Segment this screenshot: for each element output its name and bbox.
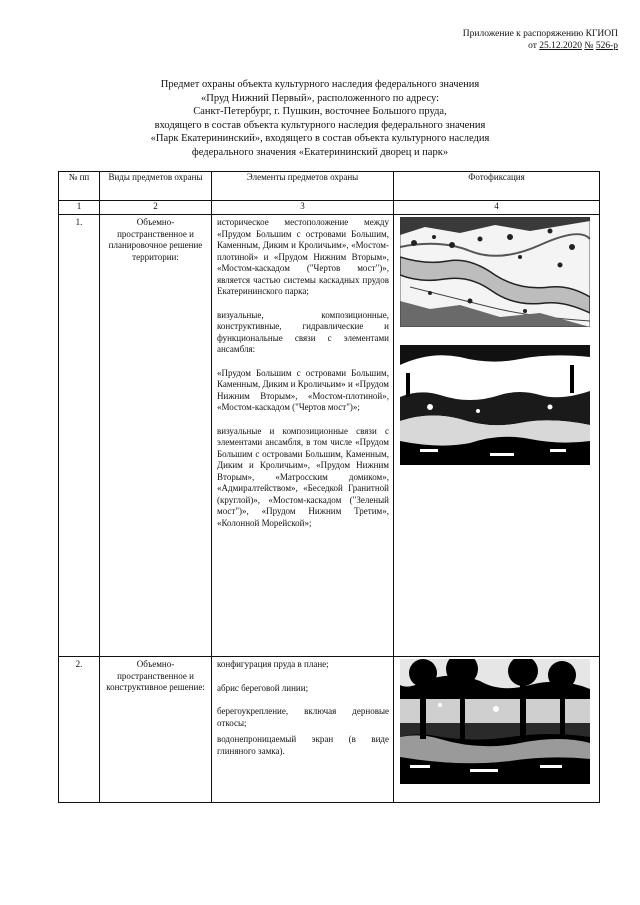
element-item: абрис береговой линии;	[217, 682, 309, 693]
column-number-row	[59, 201, 600, 215]
document-title	[60, 78, 580, 160]
element-item: визуальные, композиционные, конструктивные, гидравлические и функциональные связи с элементами ансамбля:	[217, 309, 389, 354]
row-elements	[212, 215, 394, 657]
element-item: визуальные и композиционные связи с элементами ансамбля, в том числе «Прудом Большим с островами Большим, Каменным, Диким и Кроличьим», «Прудом Нижним Вторым», «Матросским домиком», «Адмиралтейством», «Беседкой Гранитной (круглой)», «Мостом-каскадом ("Зеленый мост")», «Прудом Нижним Третим», «Колонной Морейской»;	[217, 425, 389, 528]
table-header-row	[59, 172, 600, 201]
protection-table	[58, 171, 600, 803]
row-number: 1.	[59, 215, 100, 657]
appendix-number: 526-р	[595, 41, 618, 51]
header-number: № пп	[59, 172, 100, 201]
element-item: историческое местоположение между «Прудом Большим с островами Большим, Каменным, Диким и Кроличьим», «Мостом-плотиной» и «Прудом Нижним Вторым», «Мостом-каскадом ("Чертов мост")», является частью системы каскадных прудов Екатерининского парка;	[217, 217, 389, 296]
column-number: 4	[394, 201, 600, 215]
row-photos	[394, 215, 600, 657]
appendix-from: от	[528, 41, 537, 51]
column-number: 1	[59, 201, 100, 215]
title-line: федерального значения «Екатерининский дворец и парк»	[191, 146, 449, 158]
element-item: берегоукрепление, включая дерновые откосы;	[217, 706, 389, 728]
title-line: Предмет охраны объекта культурного наследия федерального значения	[160, 79, 480, 90]
aerial-plan-photo	[400, 217, 590, 327]
element-item: «Прудом Большим с островами Большим, Каменным, Диким и Кроличьим» и «Прудом Нижним Вторым», «Мостом-плотиной», «Мостом-каскадом ("Чертов мост")»;	[217, 367, 389, 412]
header-photo: Фотофиксация	[394, 172, 600, 201]
title-line: «Парк Екатерининский», входящего в состав объекта культурного наследия	[150, 133, 490, 145]
column-number: 2	[100, 201, 212, 215]
pond-trees-photo	[400, 659, 590, 784]
column-number: 3	[212, 201, 394, 215]
appendix-date-line	[463, 40, 618, 52]
row-photos	[394, 657, 600, 803]
appendix-line: Приложение к распоряжению КГИОП	[462, 29, 618, 39]
appendix-number-sign: №	[584, 41, 594, 51]
element-item: водонепроницаемый экран (в виде глиняного замка).	[217, 734, 389, 756]
pond-view-photo	[400, 345, 590, 465]
title-line: Санкт-Петербург, г. Пушкин, восточнее Большого пруда,	[193, 106, 447, 118]
appendix-date: 25.12.2020	[539, 41, 582, 51]
header-elements: Элементы предметов охраны	[212, 172, 394, 201]
table-row	[59, 215, 600, 657]
row-type: Объемно-пространственное и планировочное решение территории:	[100, 215, 212, 657]
title-line: входящего в состав объекта культурного наследия федерального значения	[154, 119, 486, 131]
header-type: Виды предметов охраны	[100, 172, 212, 201]
row-number: 2.	[59, 657, 100, 803]
element-item: конфигурация пруда в плане;	[217, 659, 329, 669]
row-type: Объемно-пространственное и конструктивное решение:	[100, 657, 212, 803]
title-line: «Пруд Нижний Первый», расположенного по адресу:	[201, 92, 439, 104]
appendix-note	[463, 28, 618, 52]
row-elements	[212, 657, 394, 803]
table-row	[59, 657, 600, 803]
